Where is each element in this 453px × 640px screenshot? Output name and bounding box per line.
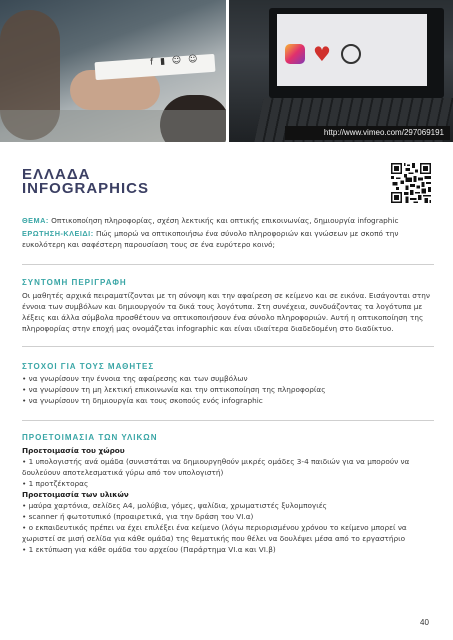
list-item: • μαύρα χαρτόνια, σελίδες Α4, μολύβια, γόμες, ψαλίδια, χρωματιστές ξυλομπογιές [22, 501, 327, 510]
country-title: ΕΛΛΑΔΑ [22, 166, 91, 183]
list-item: • scanner ή φωτοτυπικό (προαιρετικά, για την δράση του VI.α) [22, 512, 254, 521]
divider [22, 346, 434, 347]
question-line [22, 228, 434, 250]
divider [22, 264, 434, 265]
sad-face-icon [341, 44, 361, 64]
laptop-screen [277, 14, 427, 86]
list-item: • να γνωρίσουν τη μη λεκτική επικοινωνία και την οπτικοποίηση της πληροφορίας [22, 385, 326, 394]
laptop-photo [229, 0, 453, 142]
theme-text: Οπτικοποίηση πληροφορίας, σχέση λεκτικής και οπτικής επικοινωνίας, δημιουργία infographic [51, 216, 399, 225]
materials-subtitle: Προετοιμασία των υλικών [22, 490, 129, 499]
divider [22, 420, 434, 421]
materials-section [22, 445, 434, 555]
list-item: • ο εκπαιδευτικός πρέπει να έχει επιλέξει ένα κείμενο (λόγω περιορισμένου χρόνου το κείμενο μπορεί να χωριστεί σε μισή σελίδα για κάθε ομάδα) της θεματικής που θέλει να δουλέψει μέσα από το εργαστήριο [22, 523, 407, 543]
qr-code-icon[interactable] [391, 163, 431, 203]
list-item: • 1 εκτύπωση για κάθε ομάδα του αρχείου (Παράρτημα VI.α και VI.β) [22, 545, 276, 554]
classroom-photo [0, 0, 226, 142]
goals-list [22, 373, 434, 406]
list-item: • να γνωρίσουν τη δημιουργία και τους σκοπούς ενός infographic [22, 396, 263, 405]
photo-credit-link[interactable]: http://www.vimeo.com/297069191 [285, 126, 450, 140]
theme-line [22, 215, 434, 226]
summary-heading: ΣΥΝΤΟΜΗ ΠΕΡΙΓΡΑΦΗ [22, 278, 127, 287]
question-text: Πώς μπορώ να οπτικοποιήσω ένα σύνολο πληροφοριών και γνώσεων με σκοπό την ευκολότερη και σαφέστερη παρουσίαση τους σε ένα ευρύτερο κοινό; [22, 229, 399, 249]
question-label: ΕΡΩΤΗΣΗ-ΚΛΕΙΔΙ: [22, 229, 94, 238]
theme-label: ΘΕΜΑ: [22, 216, 49, 225]
list-item: • 1 προτζέκτορας [22, 479, 89, 488]
summary-text: Οι μαθητές αρχικά πειραματίζονται με τη σύνοψη και την αφαίρεση σε κείμενο και σε εικόνα. Εισάγονται στην έννοια των συμβόλων και δημιουργούν τα δικά τους λογότυπα. Στη συνέχεια, συνδυάζοντας τα λογότυπα με λέξεις και άλλα σύμβολα προσθέτουν να οπτικοποιήσουν ένα σύνολο πληροφοριών. Αυτή η οπτικοποίηση της πληροφορίας στην εποχή μας ονομάζεται infographic και είναι ιδιαίτερα διαδεδομένη στο διαδίκτυο. [22, 291, 431, 333]
sheet-icons: f ▮ ☺ ☺ [149, 54, 200, 68]
space-subtitle: Προετοιμασία του χώρου [22, 446, 125, 455]
list-item: • 1 υπολογιστής ανά ομάδα (συνιστάται να δημιουργηθούν μικρές ομάδες 3-4 παιδιών για να μπορούν να δουλεύουν αποτελεσματικά γύρω από τον υπολογιστή) [22, 457, 410, 477]
goals-heading: ΣΤΟΧΟΙ ΓΙΑ ΤΟΥΣ ΜΑΘΗΤΕΣ [22, 362, 155, 371]
header-photo-strip [0, 0, 453, 142]
heart-icon: ♥ [313, 42, 331, 66]
list-item: • να γνωρίσουν την έννοια της αφαίρεσης και των συμβόλων [22, 374, 248, 383]
page-number: 40 [420, 618, 429, 627]
page-title: INFOGRAPHICS [22, 180, 150, 197]
instagram-icon [285, 44, 305, 64]
materials-heading: ΠΡΟΕΤΟΙΜΑΣΙΑ ΤΩΝ ΥΛΙΚΩΝ [22, 433, 158, 442]
